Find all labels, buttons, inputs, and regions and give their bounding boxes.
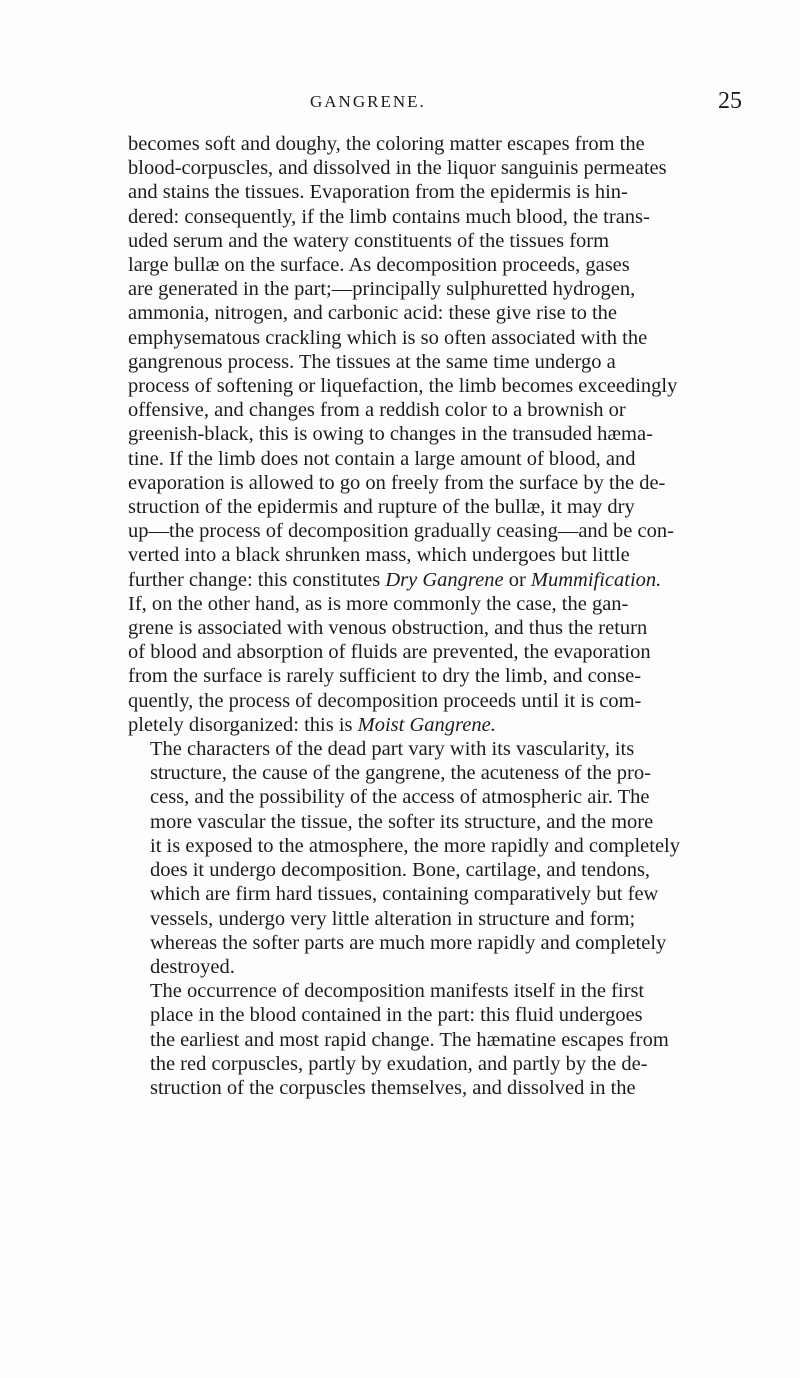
text-line: greenish-black, this is owing to changes in the transuded hæma- xyxy=(128,423,653,446)
text-line: destroyed. xyxy=(150,955,235,978)
text-line: whereas the softer parts are much more rapidly and completely xyxy=(150,931,667,954)
text-line: and stains the tissues. Evaporation from the epidermis is hin- xyxy=(128,181,628,204)
paragraph-characters-of-dead-part xyxy=(128,737,740,979)
text-line: process of softening or liquefaction, the limb becomes exceedingly xyxy=(128,375,678,398)
paragraph-occurrence-of-decomposition xyxy=(128,979,740,1100)
term-dry-gangrene: Dry Gangrene xyxy=(385,568,504,591)
text-line: If, on the other hand, as is more commonly the case, the gan- xyxy=(128,592,629,615)
text-line: more vascular the tissue, the softer its structure, and the more xyxy=(150,810,654,833)
text-line: struction of the epidermis and rupture of the bullæ, it may dry xyxy=(128,496,635,519)
text-line: the red corpuscles, partly by exudation, and partly by the de- xyxy=(150,1052,648,1075)
text-line: evaporation is allowed to go on freely from the surface by the de- xyxy=(128,471,666,494)
chapter-title: GANGRENE. xyxy=(310,92,426,111)
text-line: place in the blood contained in the part: this fluid undergoes xyxy=(150,1004,643,1027)
text-line: the earliest and most rapid change. The hæmatine escapes from xyxy=(150,1028,669,1051)
text-line: uded serum and the watery constituents of the tissues form xyxy=(128,229,610,252)
text-line: it is exposed to the atmosphere, the more rapidly and completely xyxy=(150,834,681,857)
running-header xyxy=(310,88,742,118)
text-line: verted into a black shrunken mass, which undergoes but little xyxy=(128,544,630,567)
page-number: 25 xyxy=(718,88,742,114)
text-line: does it undergo decomposition. Bone, cartilage, and tendons, xyxy=(150,859,651,882)
text-fragment: further change: this constitutes xyxy=(128,568,386,591)
body-text xyxy=(128,132,740,1100)
text-line: grene is associated with venous obstruction, and thus the return xyxy=(128,617,648,640)
text-line: quently, the process of decomposition proceeds until it is com- xyxy=(128,689,642,712)
text-line: cess, and the possibility of the access of atmospheric air. The xyxy=(150,786,650,809)
text-line: from the surface is rarely sufficient to dry the limb, and conse- xyxy=(128,665,642,688)
text-fragment: or xyxy=(503,568,531,591)
text-fragment: pletely disorganized: this is xyxy=(128,713,358,736)
text-line: struction of the corpuscles themselves, and dissolved in the xyxy=(150,1076,636,1099)
text-line: becomes soft and doughy, the coloring matter escapes from the xyxy=(128,133,645,155)
text-line: of blood and absorption of fluids are prevented, the evaporation xyxy=(128,641,651,664)
text-line: gangrenous process. The tissues at the same time undergo a xyxy=(128,350,616,373)
text-line: emphysematous crackling which is so often associated with the xyxy=(128,326,648,349)
text-line: tine. If the limb does not contain a large amount of blood, and xyxy=(128,447,636,470)
text-line: which are firm hard tissues, containing comparatively but few xyxy=(150,883,659,906)
text-line: are generated in the part;—principally sulphuretted hydrogen, xyxy=(128,278,636,301)
text-line: structure, the cause of the gangrene, the acuteness of the pro- xyxy=(150,762,651,785)
paragraph-dry-and-moist-gangrene xyxy=(128,132,740,737)
text-line: offensive, and changes from a reddish color to a brownish or xyxy=(128,399,626,422)
text-line: large bullæ on the surface. As decomposition proceeds, gases xyxy=(128,254,630,277)
text-line: blood-corpuscles, and dissolved in the liquor sanguinis permeates xyxy=(128,157,667,180)
text-line-moist-gangrene xyxy=(128,713,740,737)
text-line: dered: consequently, if the limb contains much blood, the trans- xyxy=(128,205,650,228)
text-line: up—the process of decomposition gradually ceasing—and be con- xyxy=(128,520,674,543)
text-line: ammonia, nitrogen, and carbonic acid: these give rise to the xyxy=(128,302,617,325)
text-line: The characters of the dead part vary with its vascularity, its xyxy=(150,738,635,761)
text-line-dry-gangrene xyxy=(128,568,740,592)
term-mummification: Mummification. xyxy=(530,568,662,591)
term-moist-gangrene: Moist Gangrene. xyxy=(357,713,496,736)
text-line: The occurrence of decomposition manifests itself in the first xyxy=(150,980,645,1003)
text-line: vessels, undergo very little alteration in structure and form; xyxy=(150,907,636,930)
